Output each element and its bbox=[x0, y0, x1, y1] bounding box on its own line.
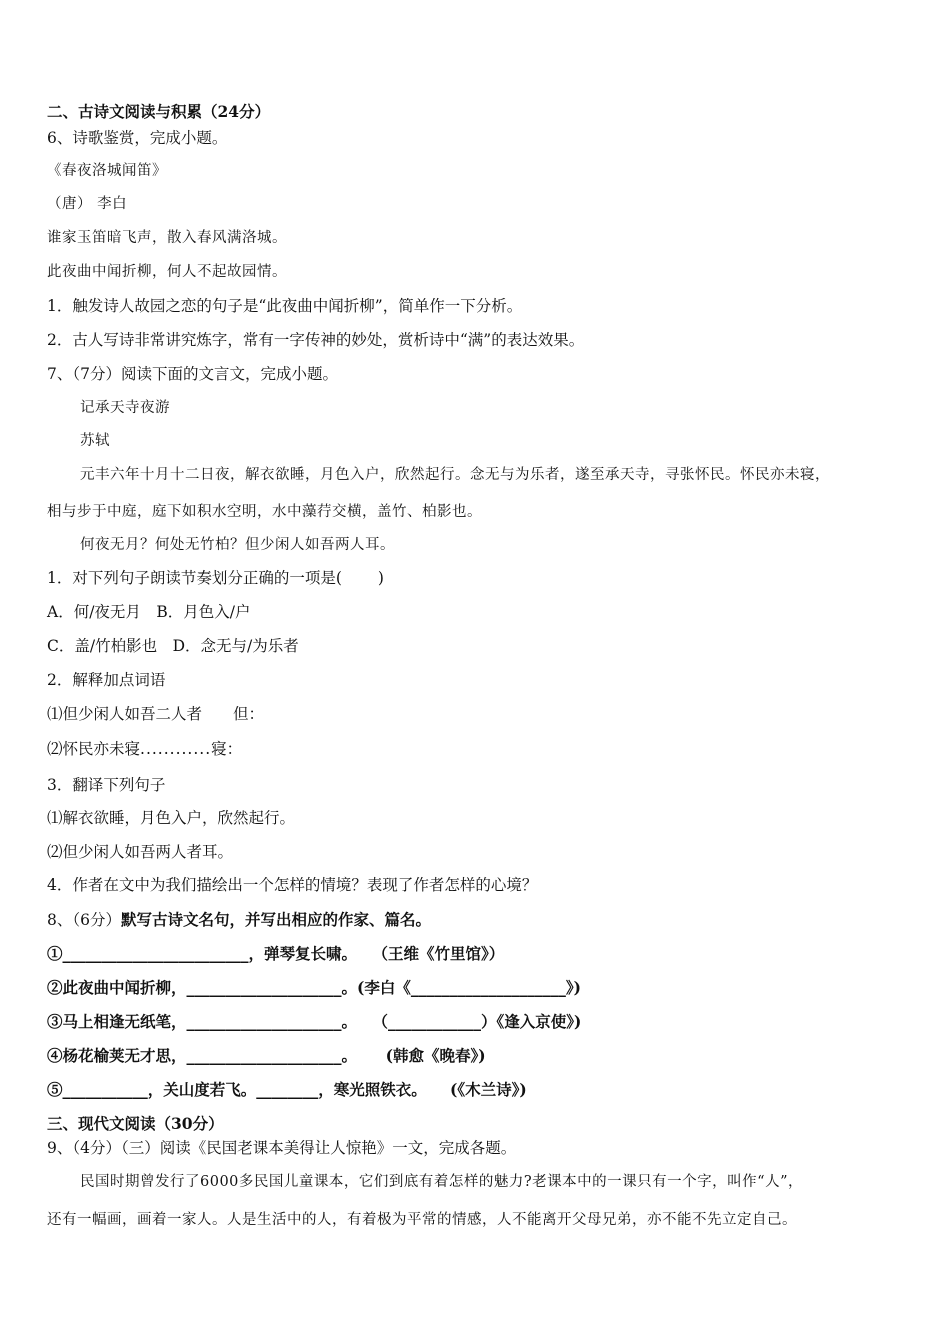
q7-para1a: 元丰六年十月十二日夜，解衣欲睡，月色入户，欣然起行。念无与为乐者，遂至承天寺，寻张怀民。怀民亦未寝， bbox=[80, 467, 830, 483]
q7-sub4: 4．作者在文中为我们描绘出一个怎样的情境？表现了作者怎样的心境？ bbox=[47, 876, 538, 894]
q6-sub2: 2．古人写诗非常讲究炼字，常有一字传神的妙处，赏析诗中“满”的表达效果。 bbox=[47, 331, 585, 349]
q8-stem bbox=[47, 910, 431, 930]
q6-stem: 6、诗歌鉴赏，完成小题。 bbox=[47, 129, 228, 147]
q7-sub3-2: ⑵但少闲人如吾两人者耳。 bbox=[47, 843, 234, 861]
q8-line-5: ⑤___________，关山度若飞。________，寒光照铁衣。 (《木兰诗》) bbox=[47, 1080, 527, 1099]
q7-sub3: 3．翻译下列句子 bbox=[47, 776, 166, 794]
poem-line-1: 谁家玉笛暗飞声，散入春风满洛城。 bbox=[47, 230, 287, 246]
emphasis-dots: ............ bbox=[140, 740, 212, 758]
q8-line-1: ①________________________，弹琴复长啸。 （王维《竹里馆》） bbox=[47, 944, 505, 963]
q7-options-ab: A．何/夜无月 B．月色入/户 bbox=[47, 603, 251, 621]
q7-stem: 7、（7分）阅读下面的文言文，完成小题。 bbox=[47, 365, 338, 383]
q7-sub2-2-label: 寝： bbox=[211, 740, 243, 758]
q7-sub2: 2．解释加点词语 bbox=[47, 671, 166, 689]
poem-author: （唐） 李白 bbox=[47, 196, 128, 212]
q7-sub2-2 bbox=[47, 739, 242, 759]
q7-para1b: 相与步于中庭，庭下如积水空明，水中藻荇交横，盖竹、柏影也。 bbox=[47, 504, 482, 520]
poem-line-2: 此夜曲中闻折柳，何人不起故园情。 bbox=[47, 264, 287, 280]
q9-para1a: 民国时期曾发行了6000多民国儿童课本，它们到底有着怎样的魅力?老课本中的一课只有一个字，叫作“人”， bbox=[80, 1174, 803, 1190]
q8-line-3: ③马上相逢无纸笔，____________________。 （____________）《逢入京使》) bbox=[47, 1012, 582, 1031]
q7-sub3-1: ⑴解衣欲睡，月色入户，欣然起行。 bbox=[47, 809, 296, 827]
section3-heading: 三、现代文阅读（30分） bbox=[47, 1114, 224, 1133]
q7-author: 苏轼 bbox=[80, 433, 110, 449]
q7-sub1: 1．对下列句子朗读节奏划分正确的一项是( ) bbox=[47, 569, 384, 587]
q8-line-4: ④杨花榆荚无才思，____________________。 (韩愈《晚春》) bbox=[47, 1046, 486, 1065]
poem-title: 《春夜洛城闻笛》 bbox=[47, 163, 167, 179]
q6-sub1: 1．触发诗人故园之恋的句子是“此夜曲中闻折柳”，简单作一下分析。 bbox=[47, 297, 523, 315]
q7-sub2-2-text: ⑵怀民亦未寝 bbox=[47, 740, 141, 758]
section2-heading: 二、古诗文阅读与积累（24分） bbox=[47, 102, 271, 121]
q7-options-cd: C．盖/竹柏影也 D．念无与/为乐者 bbox=[47, 637, 299, 655]
q7-para2: 何夜无月？何处无竹柏？但少闲人如吾两人耳。 bbox=[80, 537, 395, 553]
q8-stem-score: 8、（6分） bbox=[47, 911, 121, 929]
q8-stem-text: 默写古诗文名句，并写出相应的作家、篇名。 bbox=[120, 910, 431, 929]
q7-title: 记承天寺夜游 bbox=[80, 400, 170, 416]
q9-stem: 9、（4分）（三）阅读《民国老课本美得让人惊艳》一文，完成各题。 bbox=[47, 1139, 517, 1157]
q7-sub2-1: ⑴但少闲人如吾二人者 但： bbox=[47, 705, 265, 723]
q9-para1b: 还有一幅画，画着一家人。人是生活中的人，有着极为平常的情感，人不能离开父母兄弟，亦不能不先立定自己。 bbox=[47, 1212, 797, 1228]
q8-line-2: ②此夜曲中闻折柳，____________________。(李白《____________________》) bbox=[47, 978, 581, 997]
